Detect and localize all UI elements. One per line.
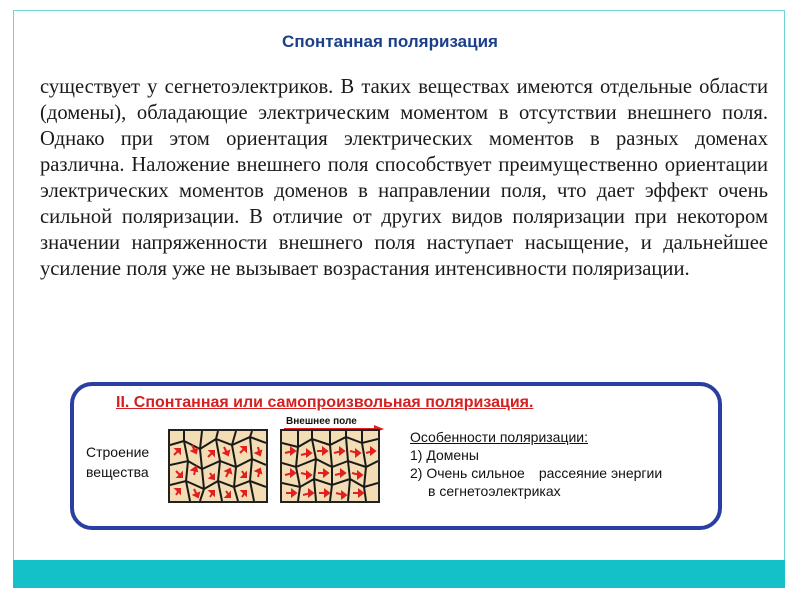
- diagram-title: II. Спонтанная или самопроизвольная поляризация.: [116, 394, 534, 411]
- body-paragraph: [40, 74, 768, 282]
- diagram-figure: [70, 382, 722, 530]
- feature-item-2-extra: рассеяние энергии: [538, 465, 663, 481]
- external-field-label: Внешнее поле: [286, 416, 357, 427]
- structure-label-line2: вещества: [86, 464, 149, 480]
- paragraph-text: существует у сегнетоэлектриков. В таких веществах имеются отдельные области (домены), обладающие электрическим моментом в отсутствии внешнего поля. Однако при этом ориентация электрических моментов в разных доменах различна. Наложение внешнего поля способствует преимущественно ориентации электрических моментов доменов в направлении поля, что дает эффект очень сильной поляризации. В отличие от других видов поляризации при некотором значении напряженности внешнего поля наступает насыщение, и дальнейшее усиление поля уже не вызывает возрастания интенсивности поляризации.: [40, 76, 768, 280]
- domain-panel-aligned: [280, 429, 380, 503]
- features-header: Особенности поляризации:: [410, 429, 589, 445]
- feature-item-2: [410, 464, 662, 482]
- domain-panel-random: [168, 429, 268, 503]
- domains-aligned-graphic: [282, 431, 378, 501]
- domains-random-graphic: [170, 431, 266, 501]
- structure-label: [86, 442, 149, 482]
- feature-item-1: 1) Домены: [410, 447, 479, 463]
- feature-item-2-text: 2) Очень сильное: [410, 465, 525, 481]
- slide-title: Спонтанная поляризация: [282, 32, 498, 51]
- feature-item-2-continuation: в сегнетоэлектриках: [428, 483, 561, 499]
- features-list: [410, 428, 662, 500]
- structure-label-line1: Строение: [86, 444, 150, 460]
- bottom-accent-bar: [13, 560, 785, 588]
